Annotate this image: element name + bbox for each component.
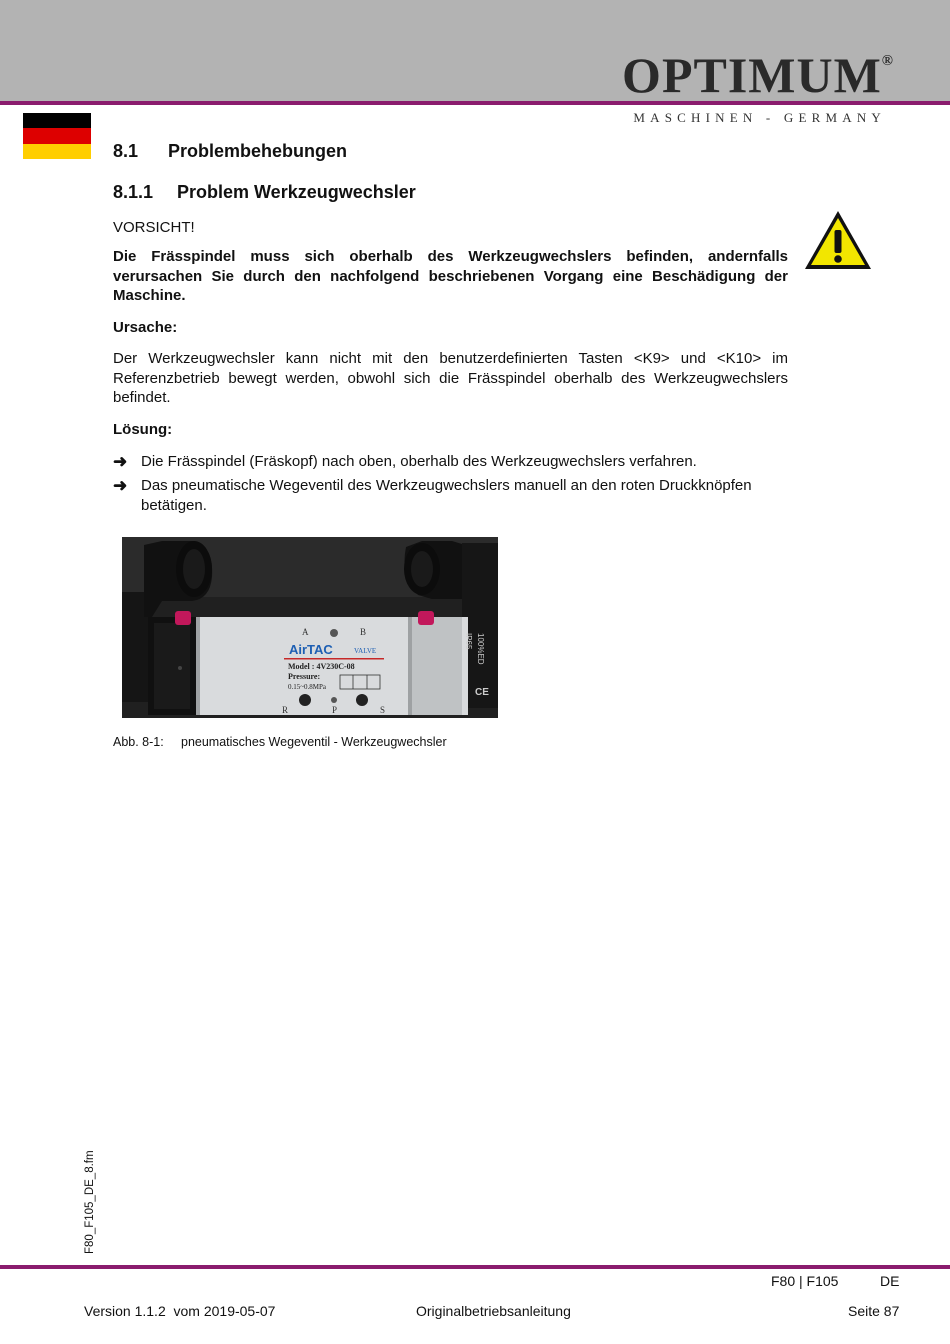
brand-label: AirTAC (289, 642, 333, 657)
brand-logo: OPTIMUM® (622, 47, 894, 103)
solution-step (113, 476, 788, 515)
coil-ip-label: IP65 (464, 633, 473, 650)
port-p-label: P (332, 705, 338, 715)
arrow-right-icon: ➜ (113, 476, 128, 495)
solution-step (113, 452, 788, 472)
coil-duty-label: 100%ED (476, 633, 485, 665)
port-s-label: S (380, 705, 386, 715)
pressure-label: Pressure: (288, 672, 321, 681)
solution-label: Lösung: (113, 421, 173, 438)
section-title: Problembehebungen (168, 141, 348, 161)
figure-caption-number: Abb. 8-1: (113, 735, 164, 749)
footer-accent-line (0, 1265, 950, 1269)
german-flag-icon (23, 113, 91, 159)
side-filename: F80_F105_DE_8.fm (84, 1150, 96, 1254)
section-number: 8.1 (113, 141, 139, 161)
ce-mark: CE (475, 687, 489, 698)
subsection-title: Problem Werkzeugwechsler (177, 182, 416, 202)
footer-document-type: Originalbetriebsanleitung (416, 1303, 571, 1319)
warning-label: VORSICHT! (113, 219, 195, 236)
cause-label: Ursache: (113, 319, 178, 336)
port-b-label: B (360, 627, 367, 637)
port-a-label: A (302, 627, 309, 637)
brand-logo-subtitle: MASCHINEN - GERMANY (633, 110, 886, 125)
valve-photo (122, 537, 498, 718)
warning-text: Die Frässpindel muss sich oberhalb des Werkzeugwechslers befinden, andernfalls verursachen Sie durch den nachfolgend beschriebenen Vorgang eine Beschädigung der Maschine. (113, 248, 788, 304)
figure-caption (113, 735, 447, 749)
figure-caption-text: pneumatisches Wegeventil - Werkzeugwechsler (181, 735, 447, 749)
solution-step-text: Die Frässpindel (Fräskopf) nach oben, oberhalb des Werkzeugwechslers verfahren. (141, 453, 697, 470)
model-label: Model : 4V230C-08 (288, 662, 355, 671)
arrow-right-icon: ➜ (113, 452, 128, 471)
subsection-number: 8.1.1 (113, 182, 154, 202)
port-r-label: R (282, 705, 289, 715)
warning-triangle-icon (802, 208, 874, 272)
footer-page-number: Seite 87 (848, 1303, 900, 1319)
pressure-value: 0.15~0.8MPa (288, 683, 327, 691)
footer-model: F80 | F105 (771, 1273, 839, 1289)
subsection-heading (113, 182, 416, 203)
footer-version: Version 1.1.2 vom 2019-05-07 (84, 1303, 276, 1319)
footer-language: DE (880, 1273, 900, 1289)
section-heading (113, 141, 347, 162)
solution-step-text: Das pneumatische Wegeventil des Werkzeugwechslers manuell an den roten Druckknöpfen betätigen. (141, 477, 752, 514)
cause-text: Der Werkzeugwechsler kann nicht mit den benutzerdefinierten Tasten <K9> und <K10> im Referenzbetrieb bewegt werden, obwohl sich die Frässpindel oberhalb des Werkzeugwechslers befindet. (113, 350, 788, 406)
valve-label: VALVE (354, 647, 377, 655)
